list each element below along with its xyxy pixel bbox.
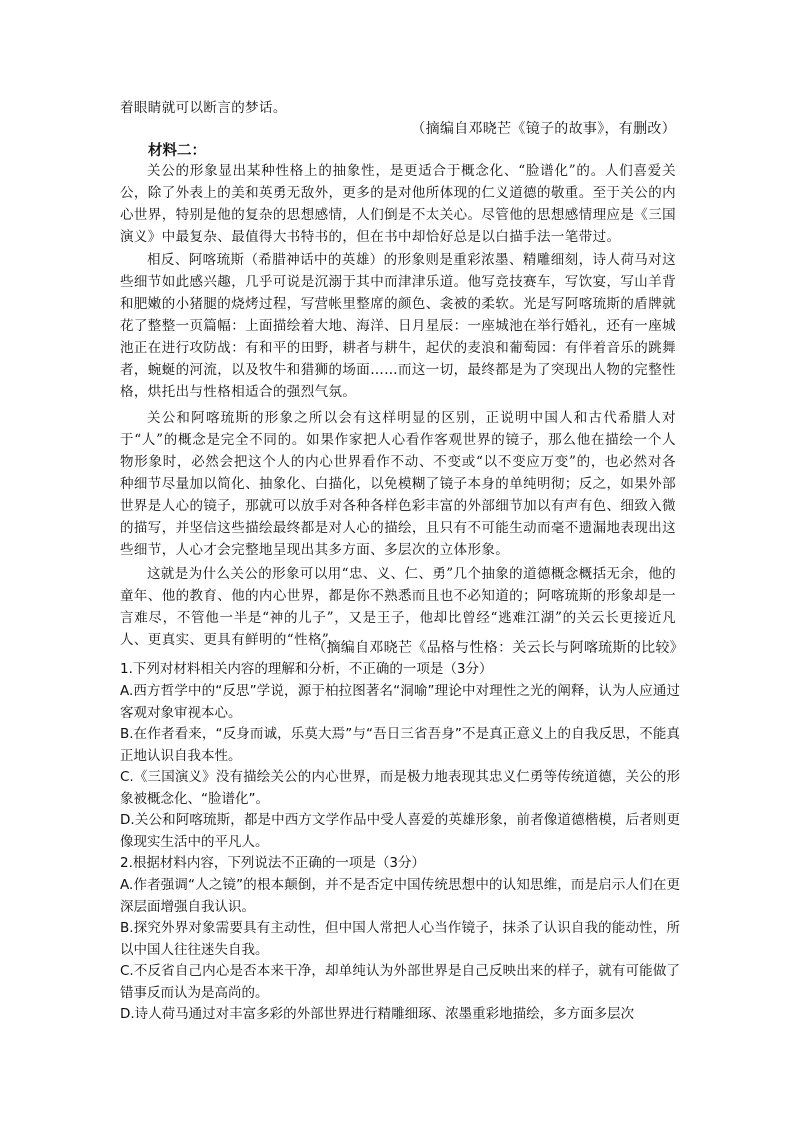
material2-paragraph-4: 这就是为什么关公的形象可以用“忠、义、仁、勇”几个抽象的道德概念概括无余，他的童年、他的教育、他的内心世界，都是你不熟悉而且也不必知道的；阿喀琉斯的形象却是一言难尽，不管他一半是“神的儿子”，又是王子，他却比曾经“逃难江湖”的关云长更接近凡人、更真实、更具有鲜明的“性格”。 (120, 566, 676, 648)
material2-heading: 材料二： (148, 143, 206, 159)
material2-paragraph-1: 关公的形象显出某种性格上的抽象性，是更适合于概念化、“脸谱化”的。人们喜爱关公，除了外表上的美和英勇无敌外，更多的是对他所体现的仁义道德的敬重。至于关公的内心世界，特别是他的复杂的思想感情，人们倒是不太关心。尽管他的思想感情理应是《三国演义》中最复杂、最值得大书特书的，但在书中却恰好总是以白描手法一笔带过。 (120, 163, 676, 245)
material2-paragraph-3: 关公和阿喀琉斯的形象之所以会有这样明显的区别，正说明中国人和古代希腊人对于“人”的概念是完全不同的。如果作家把人心看作客观世界的镜子，那么他在描绘一个人物形象时，必然会把这个人的内心世界看作不动、不变或“以不变应万变”的，也必然对各种细节尽量加以简化、抽象化、白描化，以免模糊了镜子本身的单纯明彻；反之，如果外部世界是人心的镜子，那就可以放手对各种各样色彩丰富的外部细节加以有声有色、细致入微的描写，并坚信这些描绘最终都是对人心的描绘，且只有不可能生动而毫不遗漏地表现出这些细节，人心才会完整地呈现出其多方面、多层次的立体形象。 (120, 410, 676, 558)
material2-source: （摘编自邓晓芒《品格与性格：关云长与阿喀琉斯的比较》 (312, 640, 684, 656)
question-1-option-b: B.在作者看来，“反身而诚，乐莫大焉”与“吾日三省吾身”不是真正意义上的自我反思，不能真正地认识自我本性。 (120, 726, 680, 764)
material1-source: （摘编自邓晓芒《镜子的故事》，有删改） (411, 121, 676, 137)
question-1-stem: 1.下列对材料相关内容的理解和分析，不正确的一项是（3分） (120, 661, 493, 677)
material2-paragraph-2: 相反、阿喀琉斯（希腊神话中的英雄）的形象则是重彩浓墨、精雕细刻，诗人荷马对这些细节如此感兴趣，几乎可说是沉溺于其中而津津乐道。他写竞技赛车，写饮宴，写山羊背和肥嫩的小猪腿的烧烤过程，写营帐里整席的颜色、衾被的柔软。光是写阿喀琉斯的盾牌就花了整整一页篇幅：上面描绘着大地、海洋、日月星辰：一座城池在举行婚礼，还有一座城池正在进行攻防战：有和平的田野，耕者与耕牛，起伏的麦浪和葡萄园：有伴着音乐的跳舞者，蜿蜒的河流，以及牧牛和猎狮的场面……而这一切，最终都是为了突现出人物的完整性格，烘托出与性格相适合的强烈气氛。 (120, 252, 676, 400)
question-2-option-d: D.诗人荷马通过对丰富多彩的外部世界进行精雕细琢、浓墨重彩地描绘，多方面多层次 (120, 1006, 635, 1022)
question-1-option-c: C.《三国演义》没有描绘关公的内心世界，而是极力地表现其忠义仁勇等传统道德，关公的形象被概念化、“脸谱化”。 (120, 769, 680, 807)
question-1-option-a: A.西方哲学中的“反思”学说，源于柏拉图著名“洞喻”理论中对理性之光的阐释，认为人应通过客观对象审视本心。 (120, 683, 680, 721)
question-2-option-b: B.探究外界对象需要具有主动性，但中国人常把人心当作镜子，抹杀了认识自我的能动性，所以中国人往往迷失自我。 (120, 920, 680, 958)
question-2-option-a: A.作者强调“人之镜”的根本颠倒，并不是否定中国传统思想中的认知思维，而是启示人们在更深层面增强自我认识。 (120, 877, 680, 915)
question-2-stem: 2.根据材料内容，下列说法不正确的一项是（3分） (120, 855, 425, 871)
material1-tail: 着眼睛就可以断言的梦话。 (120, 100, 287, 116)
question-2-option-c: C.不反省自己内心是否本来干净，却单纯认为外部世界是自己反映出来的样子，就有可能做了错事反而认为是高尚的。 (120, 963, 680, 1001)
question-1-option-d: D.关公和阿喀琉斯，都是中西方文学作品中受人喜爱的英雄形象，前者像道德楷模，后者则更像现实生活中的平凡人。 (120, 812, 680, 850)
